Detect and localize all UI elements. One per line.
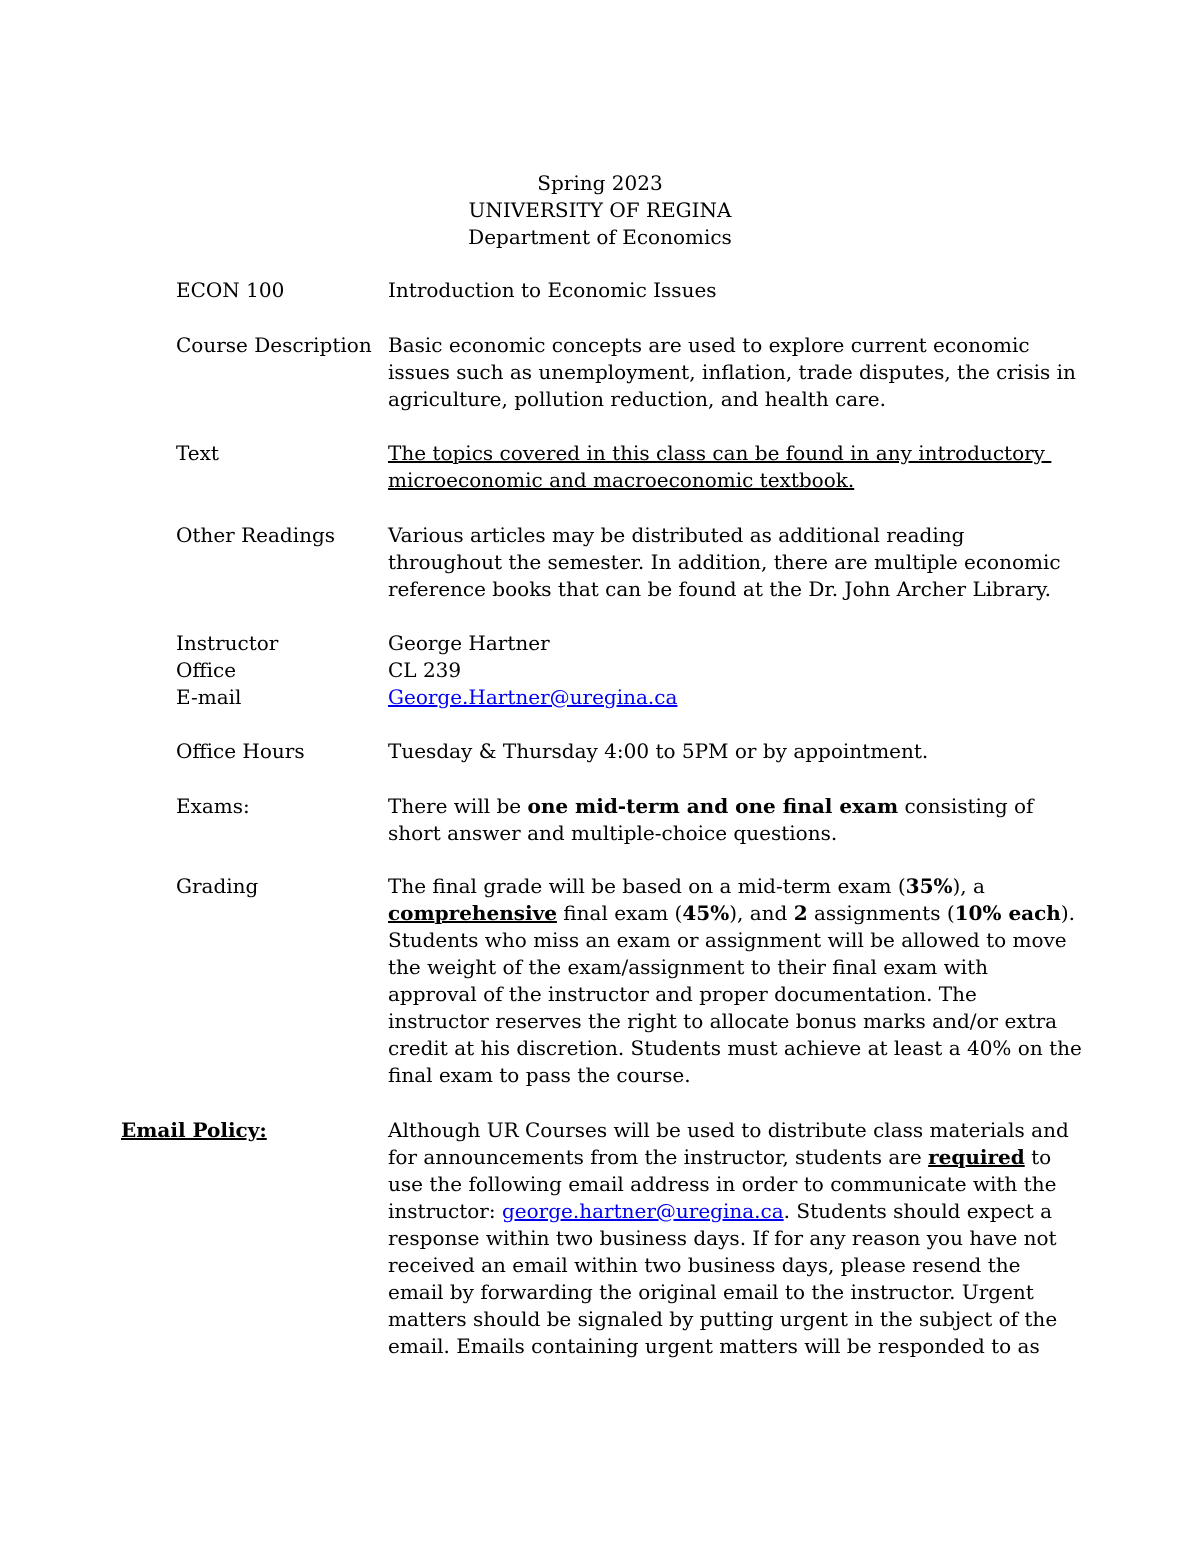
email-policy-line: use the following email address in order to communicate with the: [388, 1172, 1057, 1196]
email-policy-line: matters should be signaled by putting urgent in the subject of the: [388, 1307, 1058, 1331]
course-code: ECON 100: [176, 278, 285, 302]
other-readings-label: Other Readings: [176, 523, 336, 547]
email-label: E-mail: [176, 685, 242, 709]
email-policy-text: instructor:: [388, 1199, 502, 1223]
other-readings-line: reference books that can be found at the Dr. John Archer Library.: [388, 577, 1051, 601]
grading-assignment-count: 2: [793, 901, 808, 925]
grading-final-weight: 45%: [682, 901, 730, 925]
exams-line: [388, 793, 1038, 820]
grading-line: [388, 900, 1076, 927]
office-hours-text: Tuesday & Thursday 4:00 to 5PM or by appointment.: [388, 739, 929, 763]
instructor-value: [388, 630, 1038, 657]
grading-line: the weight of the exam/assignment to their final exam with: [388, 955, 988, 979]
instructor-label: Instructor: [176, 631, 279, 655]
email-policy-line: [388, 1198, 1053, 1225]
grading-text: final exam (: [556, 901, 683, 925]
term: Spring 2023: [537, 171, 663, 195]
instructor-email-link[interactable]: George.Hartner@uregina.ca: [388, 685, 678, 709]
document-header: [0, 170, 1200, 251]
office-room: CL 239: [388, 658, 462, 682]
office-hours-value: [388, 738, 1038, 765]
exams-emphasis: one mid-term and one final exam: [527, 794, 899, 818]
exams-value: [388, 793, 1038, 847]
email-policy-text: to: [1024, 1145, 1052, 1169]
grading-text: assignments (: [807, 901, 955, 925]
email-policy-line: email by forwarding the original email to the instructor. Urgent: [388, 1280, 1034, 1304]
grading-text: ), a: [952, 874, 985, 898]
email-policy-line: Although UR Courses will be used to distribute class materials and: [388, 1118, 1069, 1142]
grading-comprehensive: comprehensive: [388, 901, 557, 925]
email-policy-text: for announcements from the instructor, students are: [388, 1145, 929, 1169]
email-policy-line: received an email within two business days, please resend the: [388, 1253, 1021, 1277]
grading-line: Students who miss an exam or assignment will be allowed to move: [388, 928, 1067, 952]
department-name: Department of Economics: [468, 225, 732, 249]
grading-label: Grading: [176, 874, 259, 898]
other-readings-line: Various articles may be distributed as additional reading: [388, 523, 965, 547]
grading-line: final exam to pass the course.: [388, 1063, 691, 1087]
grading-text: The final grade will be based on a mid-term exam (: [388, 874, 906, 898]
office-hours-label: Office Hours: [176, 739, 305, 763]
description-line: Basic economic concepts are used to explore current economic: [388, 333, 1030, 357]
exams-text: consisting of: [898, 794, 1034, 818]
grading-text: ), and: [729, 901, 794, 925]
email-value: [388, 684, 1038, 711]
grading-line: approval of the instructor and proper documentation. The: [388, 982, 977, 1006]
exams-text: There will be: [388, 794, 528, 818]
other-readings-value: [388, 522, 1061, 603]
description-label: Course Description: [176, 333, 372, 357]
text-value: [388, 440, 1052, 494]
description-line: issues such as unemployment, inflation, trade disputes, the crisis in: [388, 360, 1076, 384]
text-label: Text: [176, 441, 219, 465]
course-title-text: Introduction to Economic Issues: [388, 278, 717, 302]
grading-line: credit at his discretion. Students must achieve at least a 40% on the: [388, 1036, 1082, 1060]
description-value: [388, 332, 1076, 413]
email-policy-value: [388, 1117, 1069, 1360]
other-readings-line: throughout the semester. In addition, there are multiple economic: [388, 550, 1061, 574]
policy-email-link[interactable]: george.hartner@uregina.ca: [501, 1199, 784, 1223]
grading-text: ).: [1060, 901, 1076, 925]
grading-line: [388, 873, 1038, 900]
exams-line: short answer and multiple-choice questions.: [388, 821, 838, 845]
text-line: The topics covered in this class can be found in any introductory: [388, 441, 1052, 465]
office-value: [388, 657, 1038, 684]
university-name: UNIVERSITY OF REGINA: [468, 198, 732, 222]
grading-line: instructor reserves the right to allocate bonus marks and/or extra: [388, 1009, 1058, 1033]
email-policy-line: response within two business days. If for any reason you have not: [388, 1226, 1057, 1250]
grading-value: [388, 873, 1082, 1089]
grading-assignment-weight: 10% each: [954, 901, 1061, 925]
office-label: Office: [176, 658, 237, 682]
email-policy-text: . Students should expect a: [783, 1199, 1053, 1223]
email-policy-required: required: [928, 1145, 1025, 1169]
email-policy-label: Email Policy:: [121, 1118, 267, 1142]
email-policy-line: email. Emails containing urgent matters will be responded to as: [388, 1334, 1040, 1358]
text-line: microeconomic and macroeconomic textbook.: [388, 468, 855, 492]
exams-label: Exams:: [176, 794, 250, 818]
description-line: agriculture, pollution reduction, and health care.: [388, 387, 886, 411]
instructor-name: George Hartner: [388, 631, 550, 655]
grading-midterm-weight: 35%: [905, 874, 953, 898]
course-title: [388, 277, 1038, 304]
email-policy-line: [388, 1144, 1052, 1171]
